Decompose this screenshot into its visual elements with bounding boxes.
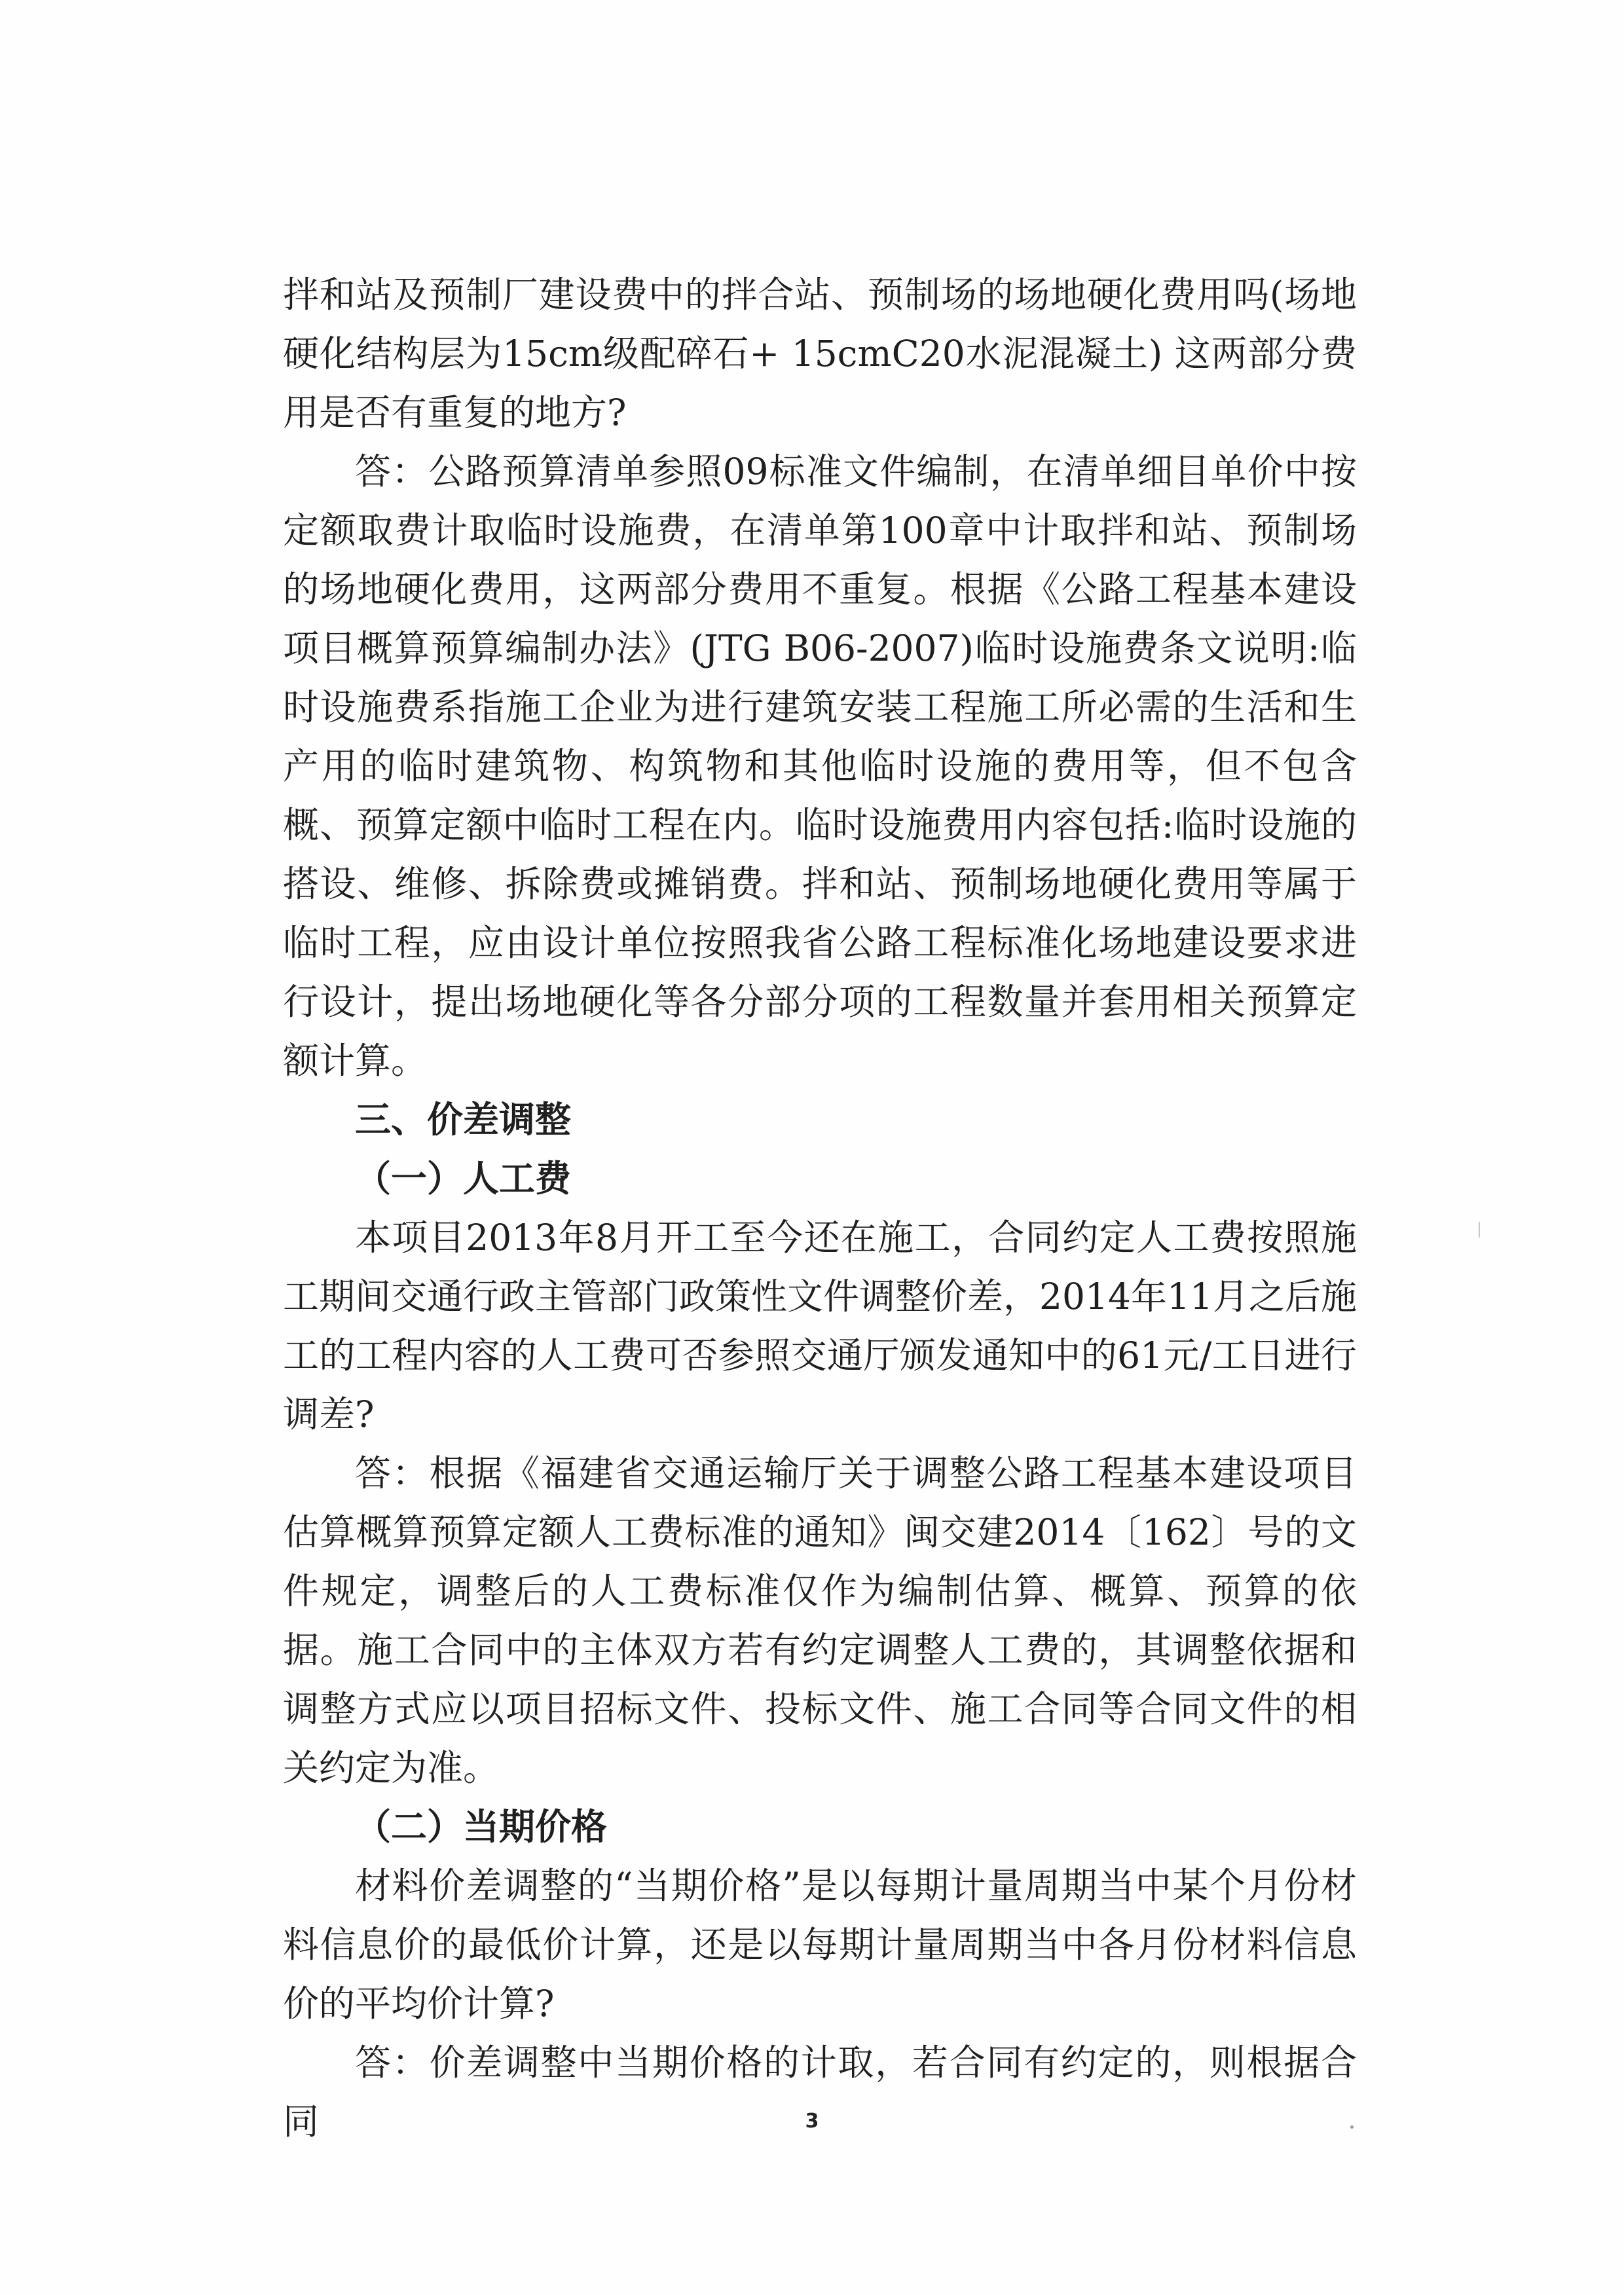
question-paragraph-current-price: 材料价差调整的“当期价格”是以每期计量周期当中某个月份材料信息价的最低价计算，还是以每期计量周期当中各月份材料信息价的平均价计算?	[283, 1865, 1357, 2025]
answer-paragraph-labor-cost: 答：根据《福建省交通运输厅关于调整公路工程基本建设项目估算概算预算定额人工费标准的通知》闽交建2014〔162〕号的文件规定，调整后的人工费标准仅作为编制估算、概算、预算的依据。施工合同中的主体双方若有约定调整人工费的，其调整依据和调整方式应以项目招标文件、投标文件、施工合同等合同文件的相关约定为准。	[283, 1452, 1357, 1789]
scan-artifact-dot	[1350, 2125, 1354, 2129]
subsection-heading-current-price: （二）当期价格	[355, 1806, 608, 1848]
subsection-heading-labor-cost: （一）人工费	[355, 1158, 572, 1200]
document-body	[283, 265, 1357, 2151]
scan-artifact-mark	[1479, 1222, 1480, 1238]
question-paragraph-labor-cost: 本项目2013年8月开工至今还在施工，合同约定人工费按照施工期间交通行政主管部门政策性文件调整价差，2014年11月之后施工的工程内容的人工费可否参照交通厅颁发通知中的61元/工日进行调差?	[283, 1217, 1357, 1435]
page-number: 3	[805, 2110, 819, 2133]
paragraph-continuation: 拌和站及预制厂建设费中的拌合站、预制场的场地硬化费用吗(场地硬化结构层为15cm级配碎石+ 15cmC20水泥混凝土) 这两部分费用是否有重复的地方?	[283, 274, 1357, 433]
answer-paragraph-current-price: 答：价差调整中当期价格的计取，若合同有约定的，则根据合同	[283, 2042, 1357, 2142]
section-heading-price-adjustment: 三、价差调整	[355, 1099, 572, 1141]
answer-paragraph-temporary-facilities: 答：公路预算清单参照09标准文件编制，在清单细目单价中按定额取费计取临时设施费，在清单第100章中计取拌和站、预制场的场地硬化费用，这两部分费用不重复。根据《公路工程基本建设项目概算预算编制办法》(JTG B06-2007)临时设施费条文说明:临时设施费系指施工企业为进行建筑安装工程施工所必需的生活和生产用的临时建筑物、构筑物和其他临时设施的费用等，但不包含概、预算定额中临时工程在内。临时设施费用内容包括:临时设施的搭设、维修、拆除费或摊销费。拌和站、预制场地硬化费用等属于临时工程，应由设计单位按照我省公路工程标准化场地建设要求进行设计，提出场地硬化等各分部分项的工程数量并套用相关预算定额计算。	[283, 450, 1357, 1082]
